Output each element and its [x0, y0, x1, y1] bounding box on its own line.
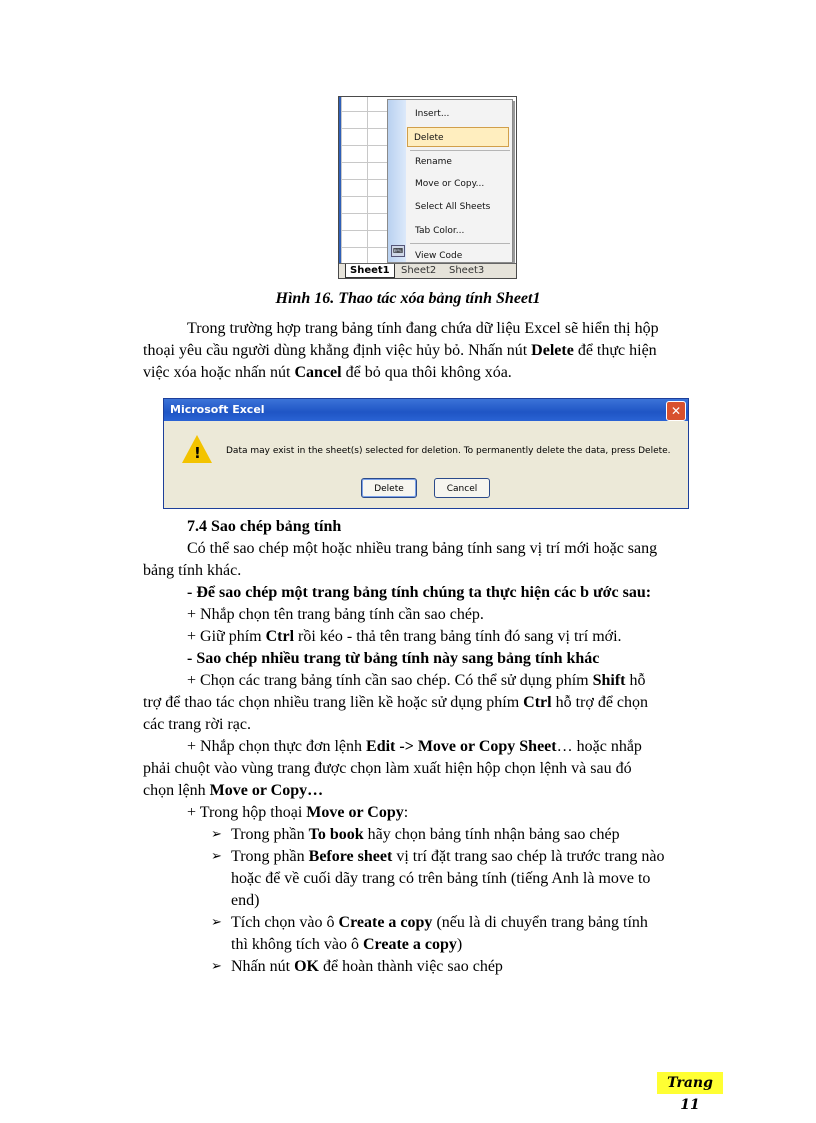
arrow-bullet-icon: ➢	[211, 849, 222, 864]
cancel-button[interactable]: Cancel	[434, 478, 490, 498]
para1-line1: Trong trường hợp trang bảng tính đang chứa dữ liệu Excel sẽ hiển thị hộp	[187, 320, 659, 337]
menu-line2: phải chuột vào vùng trang được chọn làm xuất hiện hộp chọn lệnh và sau đó	[143, 760, 632, 777]
menu-line3: chọn lệnh Move or Copy…	[143, 782, 324, 799]
menu-item-view-code[interactable]: View Code	[415, 251, 463, 261]
section-heading: 7.4 Sao chép bảng tính	[187, 518, 342, 535]
para1-line3: việc xóa hoặc nhấn nút Cancel để bỏ qua thôi không xóa.	[143, 364, 512, 381]
context-menu-screenshot	[338, 96, 517, 279]
menu-item-rename[interactable]: Rename	[415, 157, 452, 167]
dialog-message: Data may exist in the sheet(s) selected for deletion. To permanently delete the data, press Delete.	[226, 446, 671, 456]
subheading-single: - Để sao chép một trang bảng tính chúng ta thực hiện các b ước sau:	[187, 584, 652, 601]
dialog-title: Microsoft Excel	[164, 399, 688, 421]
menu-item-delete[interactable]: Delete	[407, 127, 509, 147]
arrow-bullet-icon: ➢	[211, 959, 222, 974]
sheet-tab-3[interactable]: Sheet3	[449, 265, 485, 276]
figure-caption: Hình 16. Thao tác xóa bảng tính Sheet1	[275, 290, 541, 307]
step2: + Giữ phím Ctrl rồi kéo - thả tên trang bảng tính đó sang vị trí mới.	[187, 628, 622, 645]
intro-line2: bảng tính khác.	[143, 562, 242, 579]
menu-item-select-all-sheets[interactable]: Select All Sheets	[415, 202, 491, 212]
arrow-bullet-icon: ➢	[211, 915, 222, 930]
warning-icon-mark: !	[194, 444, 201, 462]
sheet-tab-bar	[339, 263, 516, 278]
sheet-tab-1[interactable]: Sheet1	[345, 264, 395, 278]
menu-item-tab-color[interactable]: Tab Color...	[415, 226, 465, 236]
page-number-badge: Trang 11	[657, 1072, 723, 1094]
bullet-to-book: ➢ Trong phần To book hãy chọn bảng tính nhận bảng sao chép	[231, 824, 711, 846]
menu-separator	[410, 243, 510, 244]
bullet-before-sheet: ➢ Trong phần Before sheet vị trí đặt trang sao chép là trước trang nào hoặc để về cuối dãy trang có trên bảng tính (tiếng Anh là move to end)	[211, 848, 665, 909]
bullet-create-copy: ➢ Tích chọn vào ô Create a copy (nếu là di chuyển trang bảng tính thì không tích vào ô Create a copy)	[211, 914, 648, 953]
menu-item-move-or-copy[interactable]: Move or Copy...	[415, 179, 485, 189]
multi-line1: + Chọn các trang bảng tính cần sao chép. Có thể sử dụng phím Shift hỗ	[187, 672, 646, 689]
multi-line3: các trang rời rạc.	[143, 716, 251, 733]
step1: + Nhắp chọn tên trang bảng tính cần sao chép.	[187, 606, 484, 623]
bullet-ok: ➢ Nhấn nút OK để hoàn thành việc sao chép	[231, 956, 711, 978]
delete-button[interactable]: Delete	[361, 478, 417, 498]
arrow-bullet-icon: ➢	[211, 827, 222, 842]
menu-item-insert[interactable]: Insert...	[415, 109, 450, 119]
close-icon[interactable]: ✕	[666, 401, 686, 421]
intro-line1: Có thể sao chép một hoặc nhiều trang bảng tính sang vị trí mới hoặc sang	[187, 540, 658, 557]
sheet-tab-2[interactable]: Sheet2	[401, 265, 437, 276]
menu-separator	[410, 150, 510, 151]
view-code-icon: ⌨	[392, 247, 404, 255]
sheet-context-menu	[387, 99, 513, 263]
dialog-line: + Trong hộp thoại Move or Copy:	[187, 804, 409, 821]
multi-line2: trợ để thao tác chọn nhiều trang liền kề hoặc sử dụng phím Ctrl hỗ trợ để chọn	[143, 694, 649, 711]
para1-line2: thoại yêu cầu người dùng khẳng định việc hủy bỏ. Nhấn nút Delete để thực hiện	[143, 342, 657, 359]
excel-delete-dialog	[163, 398, 689, 509]
subheading-multiple: - Sao chép nhiều trang từ bảng tính này sang bảng tính khác	[187, 650, 600, 667]
menu-line1: + Nhắp chọn thực đơn lệnh Edit -> Move or Copy Sheet… hoặc nhắp	[187, 738, 642, 755]
worksheet-grid	[339, 97, 393, 265]
